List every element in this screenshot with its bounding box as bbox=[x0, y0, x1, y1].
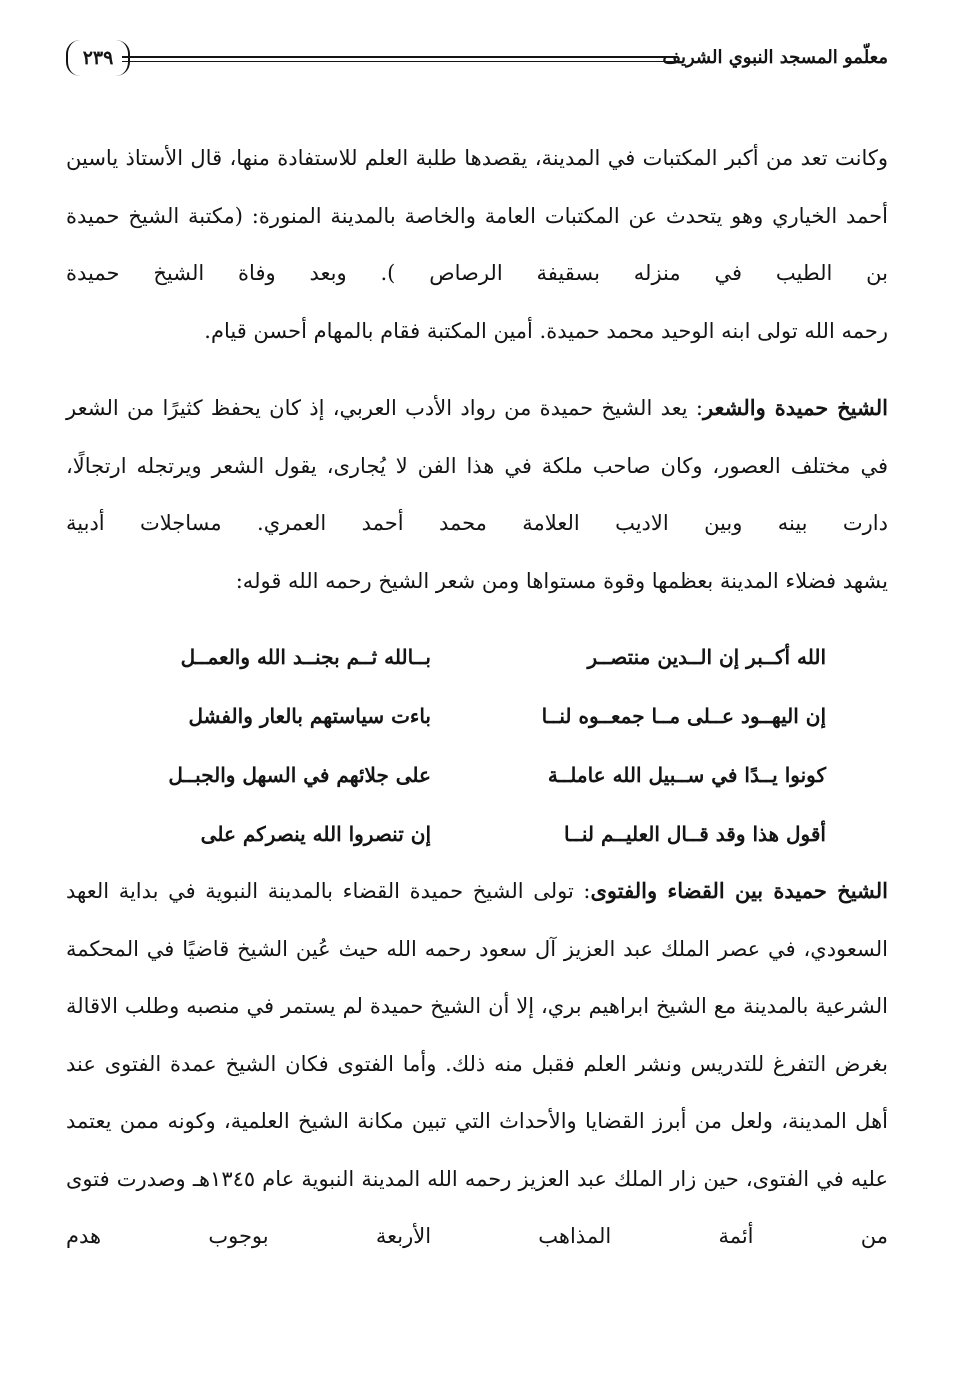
paragraph-body: : يعد الشيخ حميدة من رواد الأدب العربي، إذ كان يحفظ كثيرًا من الشعر في مختلف العصور، وكان صاحب ملكة في هذا الفن لا يُجارى، يقول الشعر ويرتجله ارتجالًا، دارت بينه وبين الاديب العلامة محمد أحمد العمري. مساجلات أدبية bbox=[66, 396, 888, 535]
poem-first-hemistich: كونوا يــدًا في ســبيل الله عاملــة bbox=[547, 763, 826, 787]
poem-second-hemistich: إن تنصروا الله ينصركم على bbox=[200, 822, 431, 846]
poem bbox=[130, 628, 826, 864]
poem-first-hemistich: أقول هذا وقد قــال العليــم لنــا bbox=[564, 822, 826, 846]
paragraph-text bbox=[66, 862, 888, 1266]
paragraph-body: : تولى الشيخ حميدة القضاء بالمدينة النبوية في بداية العهد السعودي، في عصر الملك عبد العزيز آل سعود رحمه الله حيث عُين الشيخ قاضيًا في المحكمة الشرعية بالمدينة مع الشيخ ابراهيم بري، إلا أن الشيخ حميدة لم يستمر في منصبه وطلب الاقالة بغرض التفرغ للتدريس ونشر العلم فقبل منه ذلك. وأما الفتوى فكان الشيخ عمدة الفتوى عند أهل المدينة، ولعل من أبرز القضايا والأحداث التي تبين مكانة الشيخ العلمية، وكونه ممن يعتمد عليه في الفتوى، حين زار الملك عبد العزيز رحمه الله المدينة النبوية عام ١٣٤٥هـ وصدرت فتوى من أئمة المذاهب الأربعة بوجوب هدم bbox=[66, 879, 888, 1248]
poem-verse bbox=[130, 687, 826, 746]
poem-first-hemistich: الله أكــبر إن الــدين منتصــر bbox=[587, 645, 826, 669]
poem-second-hemistich: على جلائهم في السهل والجبــل bbox=[168, 763, 431, 787]
poem-verse bbox=[130, 805, 826, 864]
header-title: معلّمو المسجد النبوي الشريف bbox=[662, 47, 888, 68]
section-heading-poetry: الشيخ حميدة والشعر bbox=[702, 395, 888, 420]
page-number: ٢٣٩ bbox=[66, 40, 130, 76]
paragraph-text bbox=[66, 379, 888, 553]
section-heading-judiciary: الشيخ حميدة بين القضاء والفتوى bbox=[590, 878, 889, 903]
header-rule bbox=[122, 56, 678, 62]
running-header bbox=[66, 38, 888, 82]
poem-verse bbox=[130, 746, 826, 805]
paragraph-text-last-line: يشهد فضلاء المدينة بعظمها وقوة مستواها ومن شعر الشيخ رحمه الله قوله: bbox=[235, 568, 888, 593]
paragraph-text: وكانت تعد من أكبر المكتبات في المدينة، يقصدها طلبة العلم للاستفادة منها، قال الأستاذ ياسين أحمد الخياري وهو يتحدث عن المكتبات العامة والخاصة بالمدينة المنورة: (مكتبة الشيخ حميدة بن الطيب في منزله بسقيفة الرصاص ). وبعد وفاة الشيخ حميدة bbox=[66, 146, 888, 285]
paragraph-library bbox=[66, 130, 888, 360]
paragraph-judiciary bbox=[66, 862, 888, 1266]
poem-second-hemistich: باءت سياستهم بالعار والفشل bbox=[188, 704, 431, 728]
paragraph-poetry bbox=[66, 379, 888, 610]
paragraph-text-last-line: رحمه الله تولى ابنه الوحيد محمد حميدة. أمين المكتبة فقام بالمهام أحسن قيام. bbox=[204, 318, 888, 343]
poem-first-hemistich: إن اليهــود عــلى مــا جمعــوه لنــا bbox=[541, 704, 826, 728]
poem-second-hemistich: بــالله ثــم بجنــد الله والعمــل bbox=[180, 645, 431, 669]
poem-verse bbox=[130, 628, 826, 687]
